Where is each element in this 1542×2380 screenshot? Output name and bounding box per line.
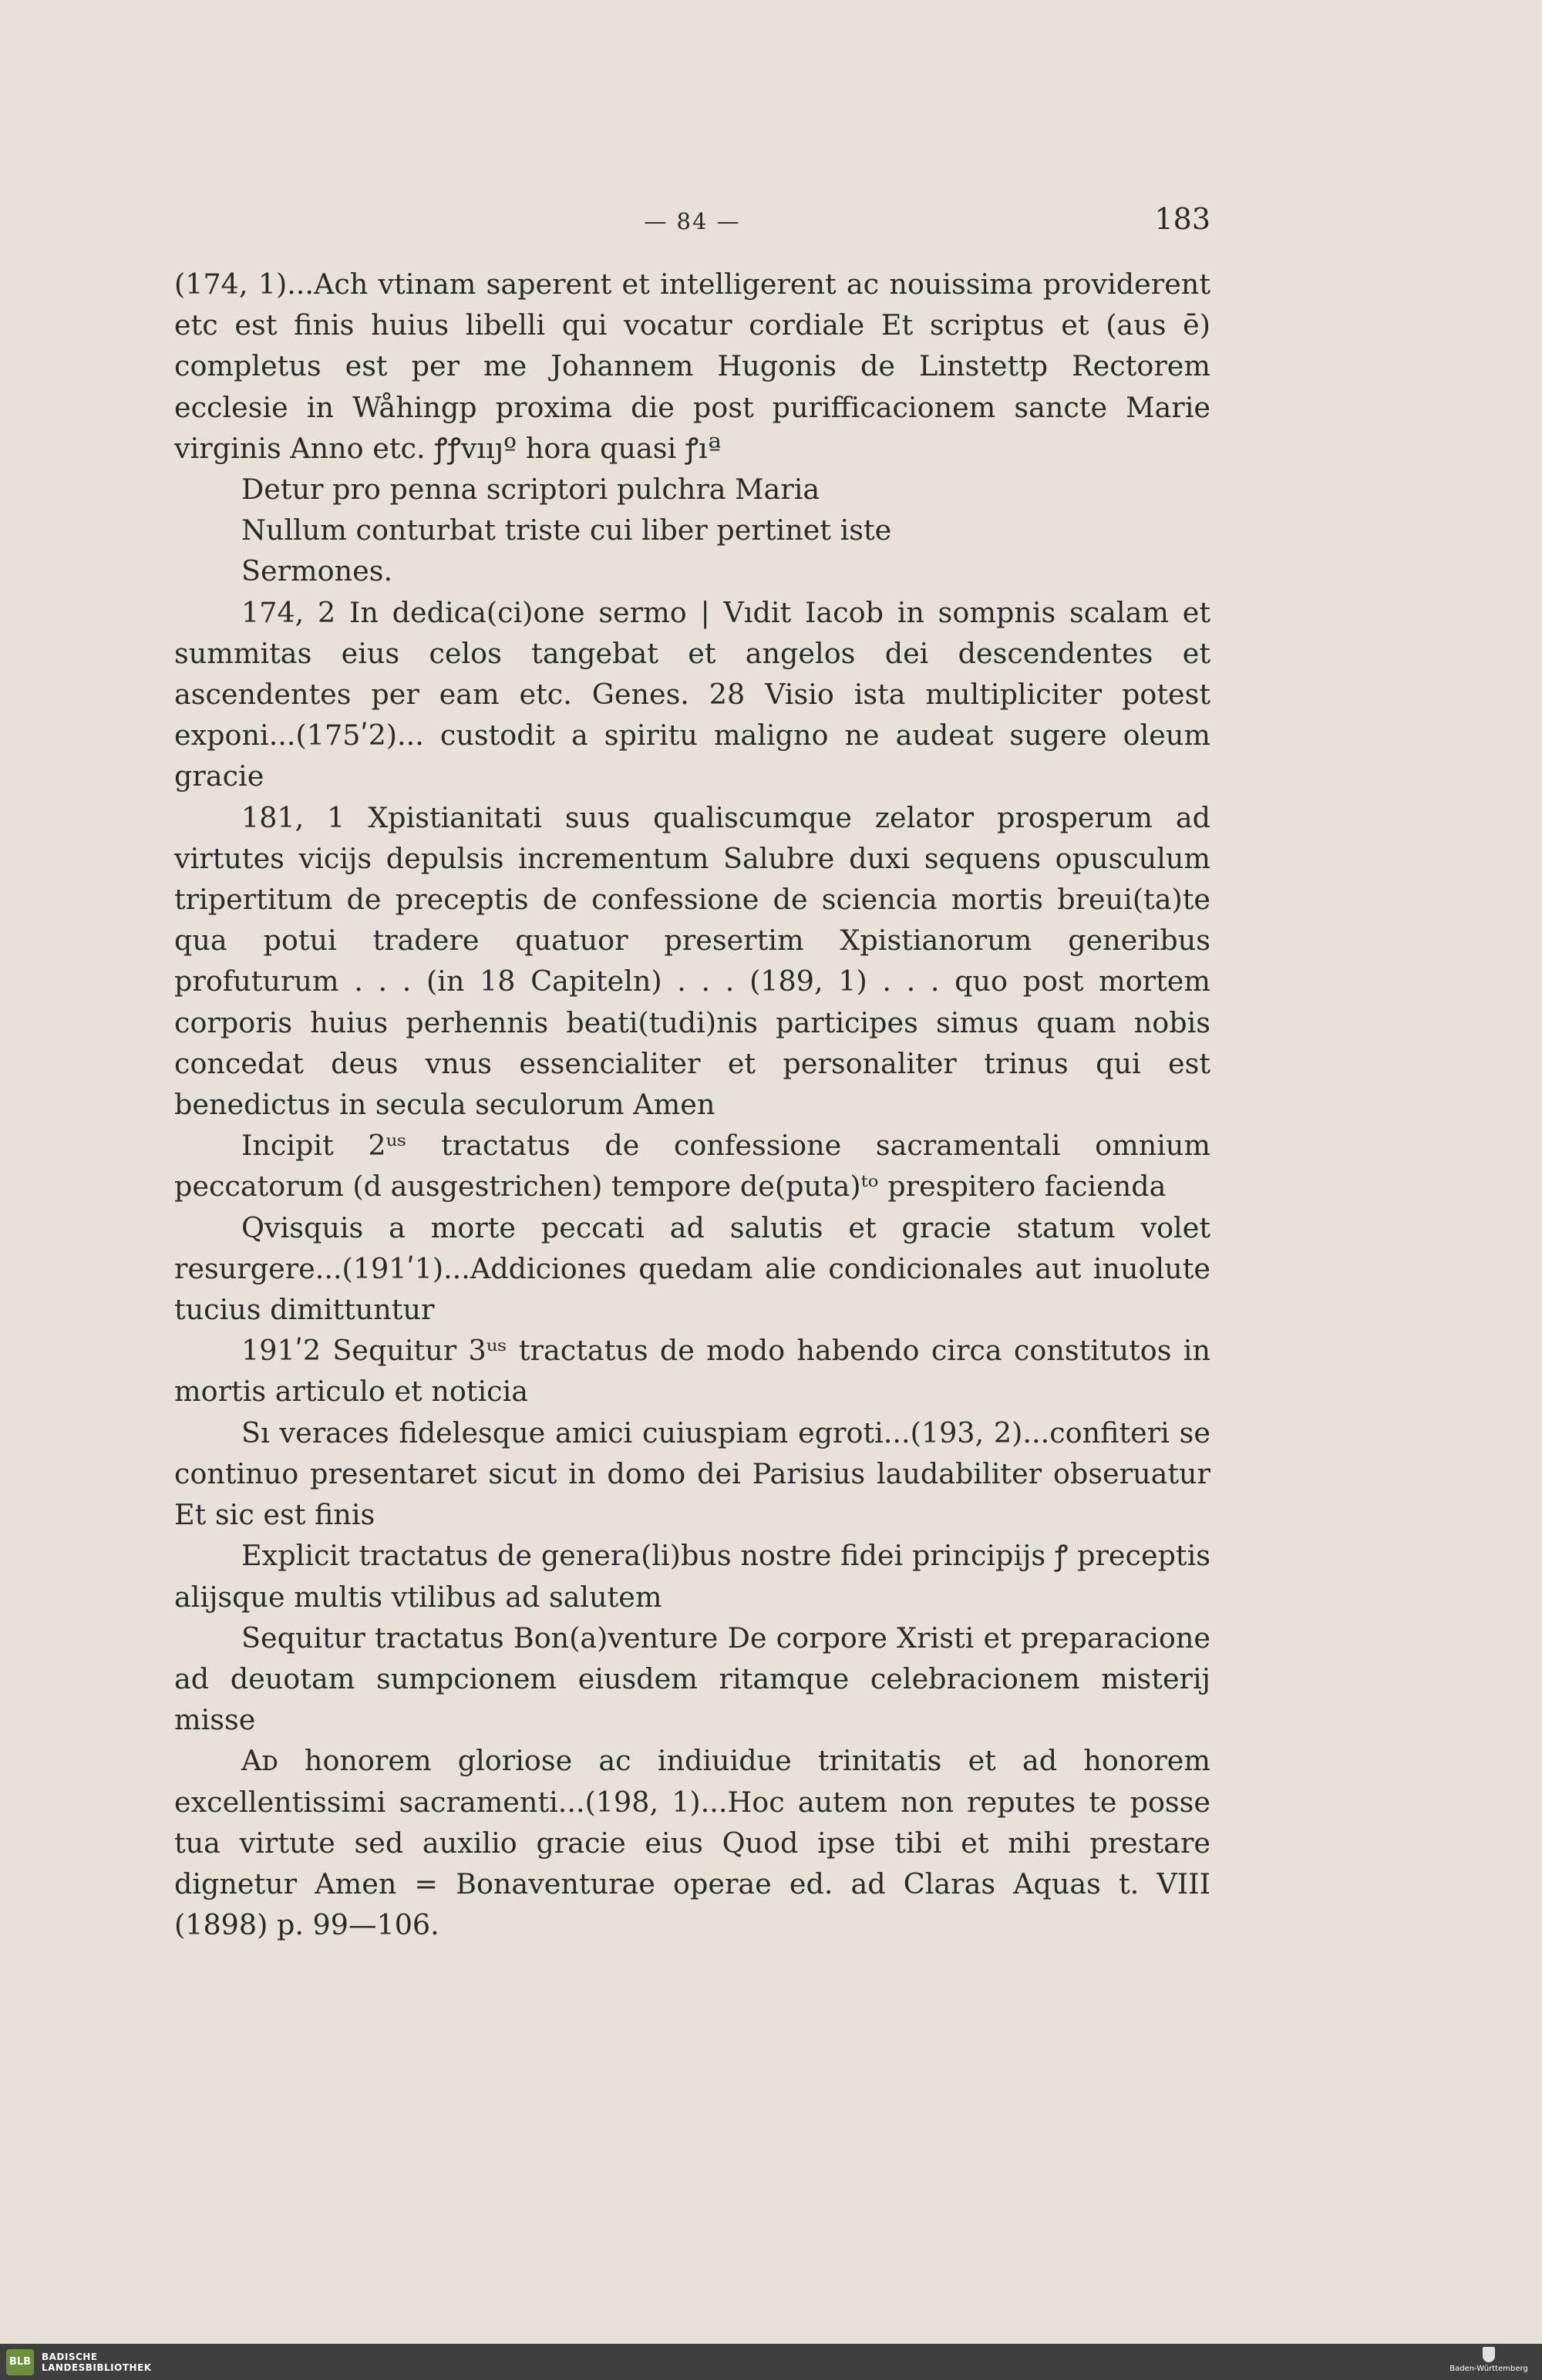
state-crest-icon xyxy=(1483,2347,1495,2362)
blb-logo-icon: BLB xyxy=(6,2349,34,2375)
paragraph-verse-2: Nullum conturbat triste cui liber pertinet iste xyxy=(241,513,892,547)
paragraph-174-2: 174, 2 In dedica(ci)one sermo | Vıdit Iacob in sompnis scalam et summitas eius celos tangebat et angelos dei descendentes et ascendentes per eam etc. Genes. 28 Visio ista multipliciter potest exponi...(175ʹ2)... custodit a spiritu maligno ne audeat sugere oleum gracie xyxy=(174,595,1210,793)
paragraph-si-veraces: Sı veraces fidelesque amici cuiuspiam egroti...(193, 2)...confiteri se continuo presentaret sicut in domo dei Parisius laudabiliter obseruatur Et sic est finis xyxy=(174,1416,1210,1532)
paragraph-tractatus-2: Incipit 2ᵘˢ tractatus de confessione sacramentali omnium peccatorum (d ausgestrichen) tempore de(puta)ᵗᵒ prespitero facienda xyxy=(174,1129,1210,1203)
paragraph-verse-1: Detur pro penna scriptori pulchra Maria xyxy=(241,473,820,507)
state-logo-label: Baden-Württemberg xyxy=(1449,2365,1528,2373)
paragraph-sequitur-bonaventure: Sequitur tractatus Bon(a)venture De corpore Xristi et preparacione ad deuotam sumpcionem eiusdem ritamque celebracionem misterij misse xyxy=(174,1621,1210,1737)
folio-number: — 84 — xyxy=(644,208,741,234)
library-name-line2: LANDESBIBLIOTHEK xyxy=(42,2362,152,2373)
paragraph-ad-honorem: Aᴅ honorem gloriose ac indiuidue trinitatis et ad honorem excellentissimi sacramenti...(198, 1)...Hoc autem non reputes te posse tua virtute sed auxilio gracie eius Quod ipse tibi et mihi prestare dignetur Amen = Bonaventurae operae ed. ad Claras Aquas t. VIII (1898) p. 99—106. xyxy=(174,1744,1210,1942)
paragraph-colophon: (174, 1)...Ach vtinam saperent et intelligerent ac nouissima providerent etc est finis huius libelli qui vocatur cordiale Et scriptus et (aus ē) completus est per me Johannem Hugonis de Linstettp Rectorem ecclesie in Wåhingp proxima die post purifficacionem sancte Marie virginis Anno etc. ꝭꝭvııȷº hora quasi ꝭıª xyxy=(174,268,1210,465)
paragraph-explicit: Explicit tractatus de genera(li)bus nostre fidei principijs ꝭ preceptis alijsque multis vtilibus ad salutem xyxy=(174,1539,1210,1614)
state-logo xyxy=(1446,2346,1531,2378)
page-header xyxy=(174,202,1210,239)
library-name-line1: BADISCHE xyxy=(42,2351,98,2362)
library-footer-bar xyxy=(0,2344,1542,2380)
library-name xyxy=(42,2351,152,2373)
section-heading-sermones: Sermones. xyxy=(241,554,393,588)
paragraph-181-1: 181, 1 Xpistianitati suus qualiscumque zelator prosperum ad virtutes vicijs depulsis incrementum Salubre duxi sequens opusculum tripertitum de preceptis de confessione de sciencia mortis breui(ta)te qua potui tradere quatuor presertim Xpistianorum generibus profuturum . . . (in 18 Capiteln) . . . (189, 1) . . . quo post mortem corporis huius perhennis beati(tudi)nis participes simus quam nobis concedat deus vnus essencialiter et personaliter trinus qui est benedictus in secula seculorum Amen xyxy=(174,800,1210,1122)
paragraph-qvisquis: Qvisquis a morte peccati ad salutis et gracie statum volet resurgere...(191ʹ1)...Addiciones quedam alie condicionales aut inuolute tucius dimittuntur xyxy=(174,1210,1210,1327)
paragraph-191-2: 191ʹ2 Sequitur 3ᵘˢ tractatus de modo habendo circa constitutos in mortis articulo et noticia xyxy=(174,1334,1210,1409)
body-text xyxy=(174,264,1210,1945)
page-number: 183 xyxy=(1154,202,1210,236)
